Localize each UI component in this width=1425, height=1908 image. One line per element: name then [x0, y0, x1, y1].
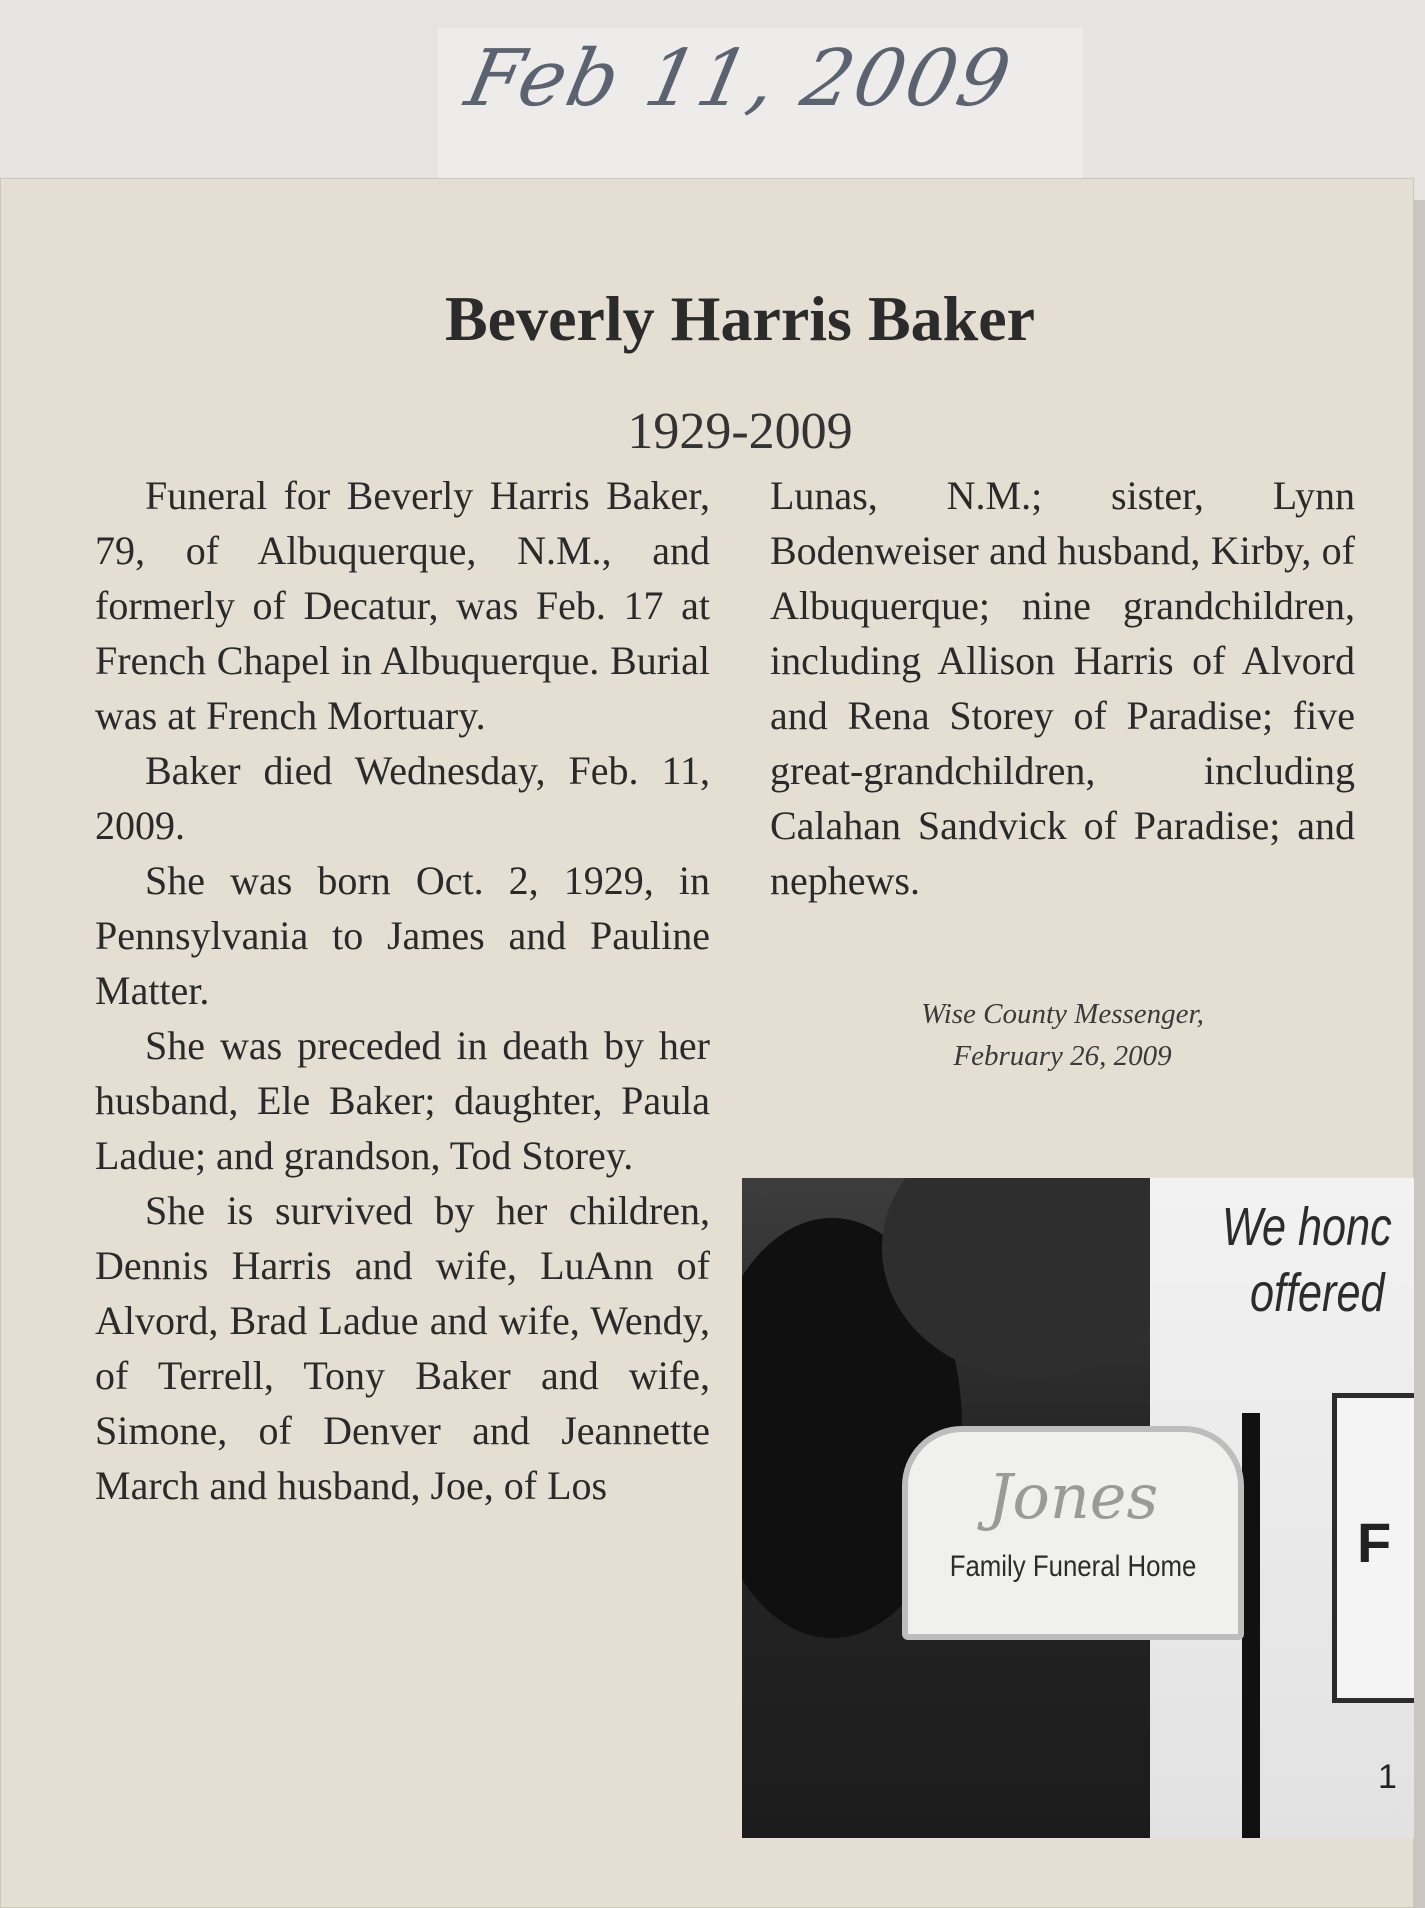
- obituary-years: 1929-2009: [627, 403, 853, 460]
- ad-box-bottom-text: 1: [1378, 1758, 1397, 1796]
- source-date: February 26, 2009: [953, 1040, 1172, 1072]
- paragraph-death: Baker died Wednesday, Feb. 11, 2009.: [95, 748, 710, 848]
- ad-box-letter: F: [1357, 1511, 1392, 1574]
- funeral-home-sign: [902, 1426, 1244, 1640]
- handwritten-date-note: [438, 28, 1083, 188]
- paragraph-birth: She was born Oct. 2, 1929, in Pennsylvania to James and Pauline Matter.: [95, 858, 710, 1013]
- ad-headline-line2: offered: [1250, 1263, 1385, 1323]
- handwritten-date: Feb 11, 2009: [458, 34, 1020, 124]
- funeral-home-ad: [742, 1178, 1414, 1838]
- sign-name: Family Funeral Home: [949, 1550, 1197, 1583]
- sign-post: [1242, 1413, 1260, 1838]
- newspaper-clipping: [0, 178, 1414, 1908]
- paragraph-funeral: Funeral for Beverly Harris Baker, 79, of Albuquerque, N.M., and formerly of Decatur, was Feb. 17 at French Chapel in Albuquerque. Burial was at French Mortuary.: [95, 473, 710, 738]
- paragraph-preceded: She was preceded in death by her husband, Ele Baker; daughter, Paula Ladue; and grandson, Tod Storey.: [95, 1023, 710, 1178]
- right-column: [770, 468, 1355, 908]
- source-publication: Wise County Messenger,: [921, 998, 1204, 1030]
- ad-inner-box: [1332, 1393, 1414, 1703]
- sign-script-text: Jones: [987, 1460, 1159, 1533]
- paragraph-survived: She is survived by her children, Dennis Harris and wife, LuAnn of Alvord, Brad Ladue and wife, Wendy, of Terrell, Tony Baker and wife, Simone, of Denver and Jeannette March and husband, Joe, of Los: [95, 1188, 710, 1508]
- obituary-name: Beverly Harris Baker: [444, 283, 1036, 354]
- left-column: [95, 468, 710, 1513]
- ad-headline-line1: We honc: [1222, 1197, 1392, 1257]
- paragraph-survivors-cont: Lunas, N.M.; sister, Lynn Bodenweiser and husband, Kirby, of Albuquerque; nine grandchildren, including Allison Harris of Alvord and Rena Storey of Paradise; five great-grandchildren, including Calahan Sandvick of Paradise; and nephews.: [770, 473, 1355, 903]
